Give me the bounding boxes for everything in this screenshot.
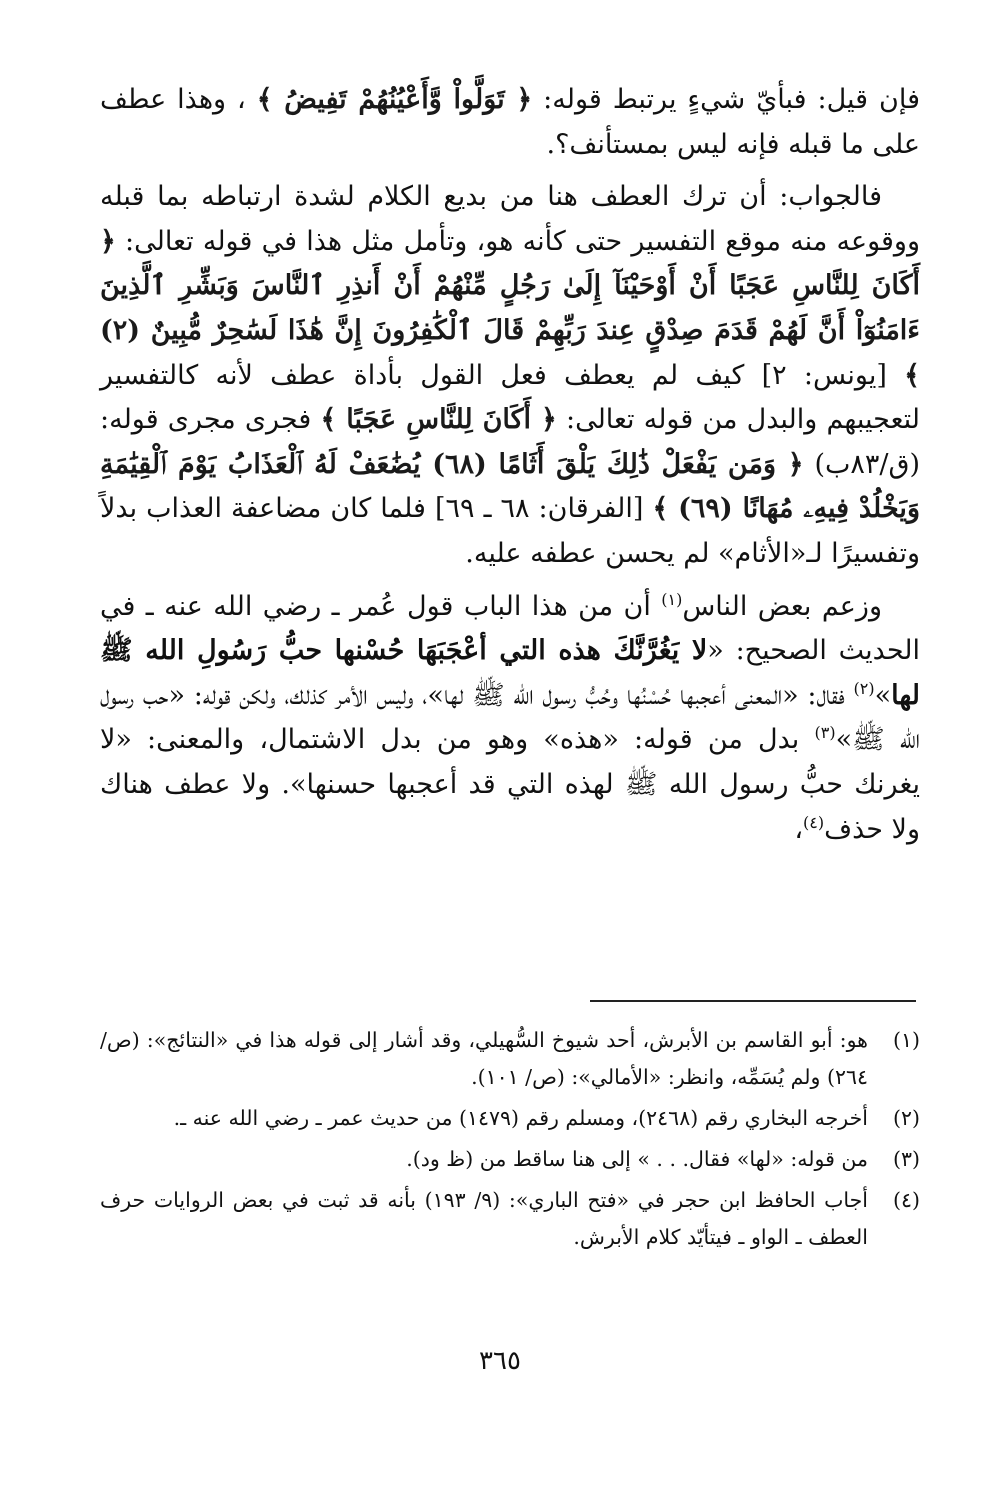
footnote-number: (١) <box>892 1028 920 1052</box>
p2-text-4: [الفرقان: ٦٨ ـ ٦٩] فلما كان مضاعفة العذاب بدلاً وتفسيرًا لـ«الأثام» لم يحسن عطفه عليه. <box>100 493 920 569</box>
paragraph-1 <box>100 78 920 167</box>
footnote-1 <box>100 1022 920 1096</box>
footnote-divider <box>590 1000 916 1002</box>
paragraph-2 <box>100 175 920 576</box>
footnote-2 <box>100 1100 920 1137</box>
paragraph-3 <box>100 585 920 853</box>
p3-text-6: ، <box>794 813 804 845</box>
footnote-ref-4: (٤) <box>803 812 825 832</box>
page-number: ٣٦٥ <box>479 1346 521 1376</box>
quran-verse-furqan: ﴿ وَمَن يَفْعَلْ ذَٰلِكَ يَلْقَ أَثَامًا (٦٨) يُضَٰعَفْ لَهُ ٱلْعَذَابُ يَوْمَ ٱلْقِيَٰمَةِ وَيَخْلُدْ فِيهِۦ مُهَانًا (٦٩) ﴾ <box>100 448 920 525</box>
footnote-number: (٢) <box>892 1106 920 1130</box>
p2-text-3: فجرى مجرى قوله: (ق/٨٣ب) <box>100 404 920 480</box>
p1-lead: فإن قيل: فبأيّ شيءٍ يرتبط قوله: <box>543 84 920 115</box>
footnote-text: هو: أبو القاسم بن الأبرش، أحد شيوخ السُّهيلي، وقد أشار إلى قوله هذا في «النتائج»: (ص/ ٢٦٤) ولم يُسَمِّه، وانظر: «الأمالي»: (ص/ ١٠١). <box>100 1028 868 1089</box>
footnote-ref-2: (٢) <box>853 678 875 698</box>
p3-text-1: وزعم بعض الناس <box>682 590 882 622</box>
p3-text-3: » <box>874 679 892 711</box>
footnote-3 <box>100 1141 920 1178</box>
p2-text-1: فالجواب: أن ترك العطف هنا من بديع الكلام لشدة ارتباطه بما قبله ووقوعه منه موقع التفسير حتى كأنه هو، وتأمل مثل هذا في قوله تعالى: <box>100 181 921 257</box>
footnotes <box>100 1022 920 1260</box>
footnote-ref-3: (٣) <box>814 723 836 743</box>
quran-verse-1: ﴿ تَوَلَّواْ وَّأَعْيُنُهُمْ تَفِيضُ ﴾ <box>256 84 533 115</box>
p3-text-4: فقال: «المعنى أعجبها حُسْنُها وحُبُّ رسول الله ﷺ لها»، وليس الأمر كذلك، ولكن قوله: «حب رسول الله ﷺ» <box>100 679 921 756</box>
quran-verse-yunus-short: ﴿ أَكَانَ لِلنَّاسِ عَجَبًا ﴾ <box>320 404 557 436</box>
footnote-text: من قوله: «لها» فقال. . . » إلى هنا ساقط من (ظ ود). <box>406 1147 868 1171</box>
footnote-text: أجاب الحافظ ابن حجر في «فتح الباري»: (٩/ ١٩٣) بأنه قد ثبت في بعض الروايات حرف العطف ـ الواو ـ فيتأيّد كلام الأبرش. <box>100 1188 868 1249</box>
hadith-quote: لا يَغُرَّنَّكَ هذه التي أعْجَبَهَا حُسْنها حبُّ رَسُولِ الله ﷺ لها <box>100 635 920 711</box>
p1-rest: ، وهذا عطف على ما قبله فإنه ليس بمستأنف؟. <box>100 84 920 160</box>
footnote-text: أخرجه البخاري رقم (٢٤٦٨)، ومسلم رقم (١٤٧٩) من حديث عمر ـ رضي الله عنه ـ. <box>173 1106 868 1130</box>
footnote-number: (٤) <box>892 1188 920 1212</box>
main-text <box>100 78 920 860</box>
p2-text-2: [يونس: ٢] كيف لم يعطف فعل القول بأداة عطف لأنه كالتفسير لتعجيبهم والبدل من قوله تعالى: <box>100 359 921 436</box>
p3-text-2: أن من هذا الباب قول عُمر ـ رضي الله عنه ـ في الحديث الصحيح: « <box>100 590 920 667</box>
p3-text-5: بدل من قوله: «هذه» وهو من بدل الاشتمال، والمعنى: «لا يغرنك حبُّ رسول الله ﷺ لهذه التي قد أعجبها حسنها». ولا عطف هناك ولا حذف <box>100 724 920 845</box>
footnote-ref-1: (١) <box>661 589 683 609</box>
quran-verse-yunus: ﴿ أَكَانَ لِلنَّاسِ عَجَبًا أَنْ أَوْحَيْنَآ إِلَىٰ رَجُلٍ مِّنْهُمْ أَنْ أَنذِرِ ٱلنَّاسَ وَبَشِّرِ ٱلَّذِينَ ءَامَنُوٓاْ أَنَّ لَهُمْ قَدَمَ صِدْقٍ عِندَ رَبِّهِمْ قَالَ ٱلْكَٰفِرُونَ إِنَّ هَٰذَا لَسَٰحِرٌ مُّبِينٌ (٢) ﴾ <box>100 225 920 391</box>
footnote-number: (٣) <box>892 1147 920 1171</box>
footnote-4 <box>100 1182 920 1256</box>
